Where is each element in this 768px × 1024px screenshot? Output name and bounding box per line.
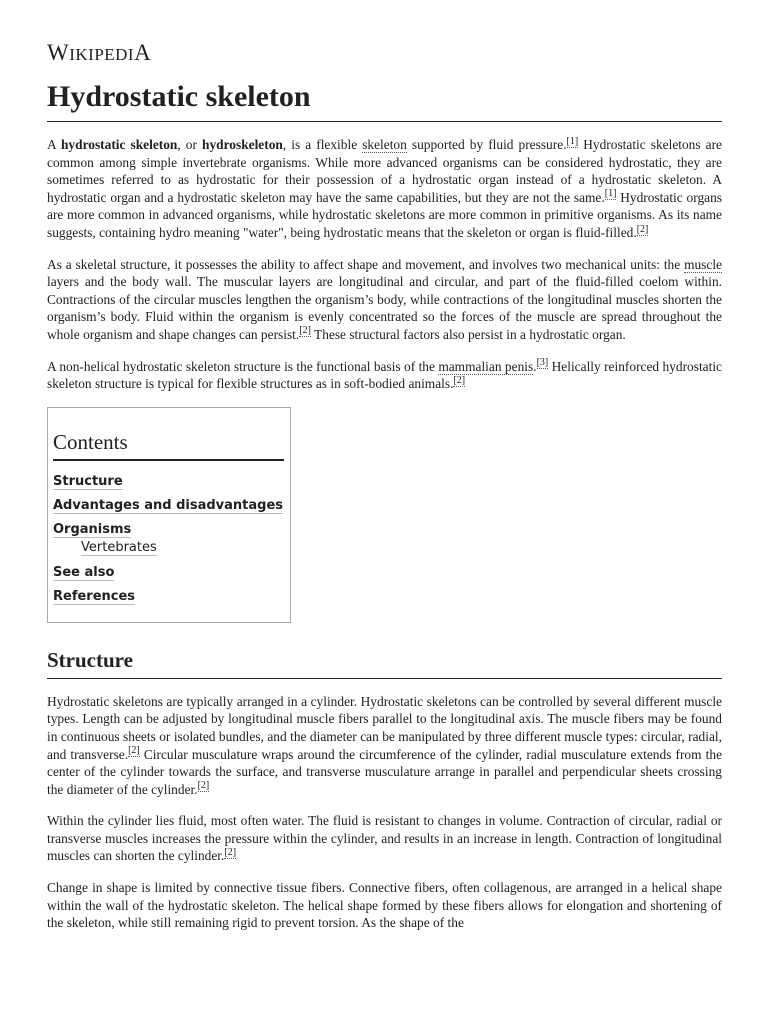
citation-ref[interactable]: [2] (197, 780, 210, 792)
text: As a skeletal structure, it possesses the ability to affect shape and movement, and involves two mechanical units: the (47, 256, 685, 272)
structure-paragraph-1 (47, 693, 722, 799)
intro-paragraph-2 (47, 256, 722, 344)
toc-item-structure[interactable] (53, 473, 284, 490)
intro-paragraph-1 (47, 136, 722, 242)
structure-paragraph-3 (47, 879, 722, 932)
text: Hydrostatic skeletons are typically arranged in a cylinder. Hydrostatic skeletons can be controlled by several different muscle types. Length can be adjusted by longitudinal muscle fibers parallel to the longitudinal axis. The muscle fibers may be found in continuous sheets or isolated bundles, and the diameter can be manipulated by three different muscle types: circular, radial, and transverse. (47, 693, 722, 762)
link-mammalian-penis[interactable]: mammalian penis (438, 358, 534, 374)
link-skeleton[interactable]: skeleton (362, 137, 407, 152)
citation-ref[interactable]: [2] (636, 223, 649, 235)
article (47, 38, 722, 946)
text: A (47, 137, 61, 152)
text: supported by fluid pressure. (406, 137, 567, 152)
link-muscle[interactable]: muscle (684, 256, 722, 272)
citation-ref[interactable]: [2] (299, 325, 311, 337)
toc-label: See also (53, 564, 115, 580)
toc-label: References (53, 588, 136, 604)
bold-term: hydroskeleton (202, 137, 283, 152)
text: These structural factors also persist in a hydrostatic organ. (310, 326, 626, 342)
structure-paragraph-2 (47, 812, 722, 865)
toc-label: Advantages and disadvantages (53, 497, 284, 513)
text: Hydrostatic skeletons are common among simple invertebrate organisms. While more advanced organisms can be considered hydrostatic, they are sometimes referred to as hydrostatic for their possession of a hydrostatic organ instead of a hydrostatic skeleton. A hydrostatic organ and a hydrostatic skeleton may have the same capabilities, but they are not the same. (47, 137, 722, 205)
bold-term: hydrostatic skeleton (60, 137, 178, 152)
page-title: Hydrostatic skeleton (47, 76, 722, 122)
text: layers and the body wall. The muscular layers are longitudinal and circular, and part of the fluid-filled coelom within. Contractions of the circular muscles lengthen the organism’s body, while contractions of the longitudinal muscles shorten the organism’s body. Fluid within the organism is evenly concentrated so the forces of the muscle are spread throughout the whole organism and shape changes can persist. (47, 274, 722, 342)
text: Hydrostatic organs are more common in advanced organisms, while hydrostatic skeletons are more common in primitive organisms. As its name suggests, containing hydro meaning "water", being hydrostatic means that the skeleton or organ is fluid-filled. (47, 189, 722, 240)
toc-item-advantages[interactable] (53, 497, 284, 514)
toc-label: Vertebrates (81, 539, 157, 555)
toc-title: Contents (53, 430, 284, 461)
citation-ref[interactable]: [1] (566, 135, 579, 147)
citation-ref[interactable]: [1] (604, 188, 617, 200)
section-heading-structure: Structure (47, 645, 722, 679)
table-of-contents (47, 407, 291, 623)
citation-ref[interactable]: [2] (128, 745, 140, 757)
citation-ref[interactable]: [2] (224, 847, 237, 858)
citation-ref[interactable]: [3] (536, 357, 549, 369)
toc-item-organisms[interactable] (53, 521, 284, 538)
toc-label: Structure (53, 473, 123, 489)
toc-item-see-also[interactable] (53, 564, 284, 581)
text: A non-helical hydrostatic skeleton structure is the functional basis of the (47, 358, 439, 374)
text: Helically reinforced hydrostatic skeleton structure is typical for flexible structures as in soft-bodied animals. (47, 358, 722, 392)
toc-label: Organisms (53, 521, 132, 537)
text: Within the cylinder lies fluid, most often water. The fluid is resistant to changes in volume. Contraction of circular, radial or transverse muscles increases the pressure within the cylinder, and results in an increase in length. Contraction of longitudinal muscles can shorten the cylinder. (47, 813, 722, 864)
toc-item-vertebrates[interactable] (81, 540, 284, 555)
intro-paragraph-3 (47, 358, 722, 393)
citation-ref[interactable]: [2] (453, 374, 466, 386)
text: . (533, 358, 537, 374)
wordmark-ikipedi: IKIPEDI (69, 45, 135, 64)
wordmark-w: W (47, 40, 70, 65)
text: Circular musculature wraps around the circumference of the cylinder, radial musculature extends from the center of the cylinder towards the surface, and transverse musculature arrange in parallel and perpendicular sheets crossing the diameter of the cylinder. (47, 746, 723, 797)
text: , or (177, 137, 202, 152)
text: Change in shape is limited by connective tissue fibers. Connective fibers, often collagenous, are arranged in a helical shape within the wall of the hydrostatic skeleton. The helical shape formed by these fibers allows for elongation and shortening of the skeleton, while still remaining rigid to prevent torsion. As the shape of the (47, 880, 722, 931)
toc-item-references[interactable] (53, 588, 284, 605)
wordmark-a: A (134, 40, 152, 65)
text: , is a flexible (282, 137, 363, 152)
wikipedia-wordmark[interactable] (47, 38, 722, 68)
